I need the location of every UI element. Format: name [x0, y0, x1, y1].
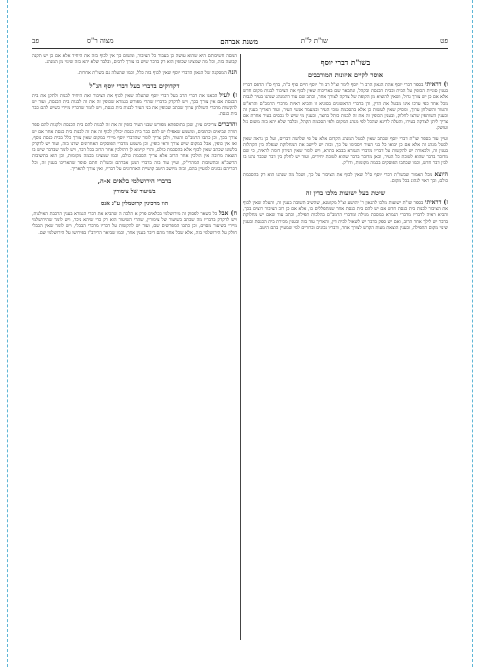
- left-conclusion: [32, 70, 237, 77]
- page-border-right: [472, 0, 473, 667]
- left-subtitle-3: הוו מרכינין קרוטמלין ע"ג אנס: [100, 200, 169, 207]
- left-conclusion-lead: הנה: [228, 69, 237, 77]
- left-top-text: המסה חשיבותם היא שהוא עושה כן בעבור כל הציבור, ומשום כך אין לכוף בזה את היחיד אלא אם כן יש תקנה קבועה בזה, וכל מה שמצינו שכופין הוא רק בדבר שיש בו צורך לרבים, ובלבד שלא יהא בזה שינוי מן המנהג.: [32, 54, 237, 66]
- header-section-left: מצוה ר"ס: [87, 37, 114, 45]
- para3-lead: ז) דראיתי: [424, 199, 449, 207]
- left-para1-lead: ז) לעיל: [219, 91, 237, 99]
- page-border-left: [7, 0, 8, 667]
- right-title-2: שיטת בעל ישועות מלכו בדין זה: [305, 189, 386, 198]
- left-subtitle-2: בשיעור של צימורין: [113, 189, 156, 196]
- conclusion-lead: היוצא: [434, 170, 448, 178]
- right-title: בשו"ת דברי יוסף: [320, 58, 371, 67]
- para2-text: ועיין עוד בספר שו"ת דברי יוסף שכתב שאין לבטל המנהג הקדום אלא על פי שלושה דברים, ועל כן נראה שאין לבטל מנהג זה אלא אם כן יבואו כל בני העיר ויסכימו על כך, ובזה יש ליישב את המחלוקת שנפלה בין הקהלות בענין זה, ולכאורה יש להקשות על דבריו מדברי הגמרא בבבא בתרא, ויש לומר שאין הנידון דומה לראיה, כי שם מדובר בדבר שהוא לטובת כל העיר, וכאן מדובר בדבר שהוא לטובת יחידים, ועוד יש לחלק בין דבר שכבר נהגו בו לבין דבר חדש, וכמו שכתבו הפוסקים בכמה מקומות, ודו"ק.: [243, 136, 448, 167]
- para3-text: בספר שו"ת ישועות מלכו להגאון ר' יהושע זצ"ל מקוטנא, שהשיב תשובה בענין זה, והעלה שאין לכוף את הציבור לבנות בית כנסת חדש אם יש להם בית כנסת אחר שמתפללים בו, אלא אם כן רוב הציבור רוצים בכך, והביא ראיה לדבריו מדברי הגמרא במסכת מגילה ומדברי הרמב"ם בהלכות תפילה, וכתב עוד שאם יש מחלוקת בדבר יש לילך אחר הרוב, ואם יש ספק בדבר יש לשאול לבית דין, והאריך עוד בזה ובענין מכירת בית הכנסת ובענין שינוי מקום התפילה, ובענין הוצאת מעות הקדש לצורך אחר, ודבריו נכונים וברורים למי שמעיין בהם היטב.: [243, 201, 448, 231]
- running-header: [32, 36, 448, 49]
- para1-text: בספר דברי יוסף אהת הגאון הרב ר' יוסף לימר זצ"ל רב ור' יוסף חיים סוף כ"ה, בדף ס"ז הדפס דבריו בענין סוגיית הכופין על הבית ובבית הכנסת ובקהל, ונתבאר שם באריכות שאין לכוף את הציבור לבנות מקום חדש אלא אם כן יש צורך גדול, ושאין להוציא מן הקופה של צדקה לצורך אחר, וכתב שם עוד דהמנהג שנהגו בעיר לגבות מכל אחד כפי ערכו אינו מבטל את הדין, ודן בדברי הראשונים בסוגיא זו והביא ראיות מדברי הרמב"ם והרא"ש והטור והשולחן ערוך, ומסיק שאין לעשות כן אלא בהסכמת טובי העיר ובמעמד אנשי העיר, ועוד האריך בענין זה ובענין השותפין שרצו לחלוק, ובענין הכופין זה את זה לבנות כותל בחצר, ובענין מי שיש לו נכסים בעיר אחרת אם צריך ליתן לצדקה בעירו, והעלה לדינא שהכל לפי מנהג המקום ולפי הסכמת הקהל, ובלבד שלא יהא בזה משום גזל ועושק.: [243, 83, 448, 132]
- left-top-paragraph: [32, 54, 237, 66]
- para1-lead: ו) דראיתי: [424, 81, 448, 88]
- header-title-right: שו"ת ל"ת: [300, 37, 328, 45]
- left-para1-text: הבאנו את דברי הרב בעל דברי יוסף שהעלה שאין לכוף את הציבור ואת היחיד לבנות ולתקן את בית הכנסת אם אין צורך בכך, ויש לדקדק בדבריו שהרי מפורש בגמרא שכופין זה את זה לבנות בית הכנסת, ועוד יש להקשות מדברי השולחן ערוך שכתב שכופין את בני העיר לבנות בית כנסת, ויש לומר שדבריו מיירי כשיש להם כבר בית כנסת.: [32, 93, 237, 118]
- right-column: [243, 54, 448, 640]
- left-title-2: בדברי הירושלמי בלאים א-ה,: [97, 177, 172, 186]
- header-title-center: משנת אברהם: [220, 37, 258, 46]
- page-number-right: פט: [440, 37, 448, 45]
- conclusion-text: מכל האמור שבשו"ת דברי יוסף ס"ל שאין לכוף את הציבור על כך, ושכל מה שנהגו הוא רק בהסכמת כולם, וכך ראוי לנהוג בכל מקום.: [243, 172, 448, 184]
- right-paragraph-1: [243, 82, 448, 133]
- left-paragraph-1: [32, 93, 237, 119]
- right-paragraph-2: [243, 137, 448, 168]
- left-para2-text: צריכים עיון, שכן בתוספתא מפורש שבני העיר כופין זה את זה לבנות להם בית הכנסת ולקנות להם ספר תורה ונביאים וכתובים, ומשמע שאפילו יש להם כבר בית כנסת יכולין לכוף זה את זה לבנות בית כנסת אחר אם יש צורך בכך, וכן כתבו הרמב"ם והטור, ולכן צריך לומר שהדברי יוסף מיירי במקום שאין צורך כלל בבית כנסת נוסף, ואז אין כופין, אבל במקום שיש צורך ודאי כופין, וכן משמע מדברי הפוסקים האחרונים שדנו בזה, ועוד יש לדקדק בלשונו שכתב שאין לכוף אלא בהסכמת כולם, והרי קיימא לן דהולכין אחר הרוב בכל דבר, ויש לומר שבדבר שיש בו הוצאה מרובה אין הולכין אחר הרוב אלא צריך הסכמת כולם, וכמו שמצינו בכמה מקומות, וכן הוא בתשובות הרשב"א ובתשובות המהרי"ק, ועיין עוד בזה בדברי המגן אברהם ובשו"ת חתם סופר שהאריכו בענין זה, וכל דבריהם נכונים למעיין בהם, ובזה מיושב היטב קושיית האחרונים על דבריו, ואין צורך להאריך.: [32, 123, 237, 172]
- left-title-1: דקדוקים בדברי בעל דברי יוסף הנ"ל: [89, 81, 180, 90]
- left-column: [32, 54, 237, 640]
- page-number-left: פב: [32, 37, 40, 45]
- column-divider: [240, 54, 241, 640]
- left-para3-lead: ח) אבל: [218, 210, 237, 218]
- right-subtitle: אוסר לקיים איזונות המורבבים: [307, 71, 384, 79]
- right-paragraph-3: [243, 200, 448, 232]
- left-paragraph-3: [32, 211, 237, 237]
- right-conclusion: [243, 172, 448, 185]
- left-conclusion-text: המסקנה של הגאון הדברי יוסף שאין לכוף בזה כלל, וכמו שהעלה גם בשו"ת אחרות.: [77, 71, 227, 77]
- left-para2-lead: והדברים: [217, 121, 238, 129]
- left-paragraph-2: [32, 122, 237, 173]
- left-para3-text: כל כשאר לפסוק זה מירושלמי בכלאים פרק א הלכה ה שהביא את דברי הגמרא בענין הרכבת האילנות, ויש לדקדק בדבריו מה שכתב בשיעור של צימורין, שהרי השיעור הוא רק כדי שיהא ניכר, ויש לומר שהירושלמי מיירי בשיעור מסוים, וכן כתבו המפרשים שם, ועוד יש להקשות על דבריו מדברי הבבלי, ויש לומר שאין הבבלי חולק על הירושלמי בזה, אלא שכל אחד מהם דיבר בענין אחר, וכמו שביאר הרידב"ז בפירושו על הירושלמי שם.: [32, 212, 237, 236]
